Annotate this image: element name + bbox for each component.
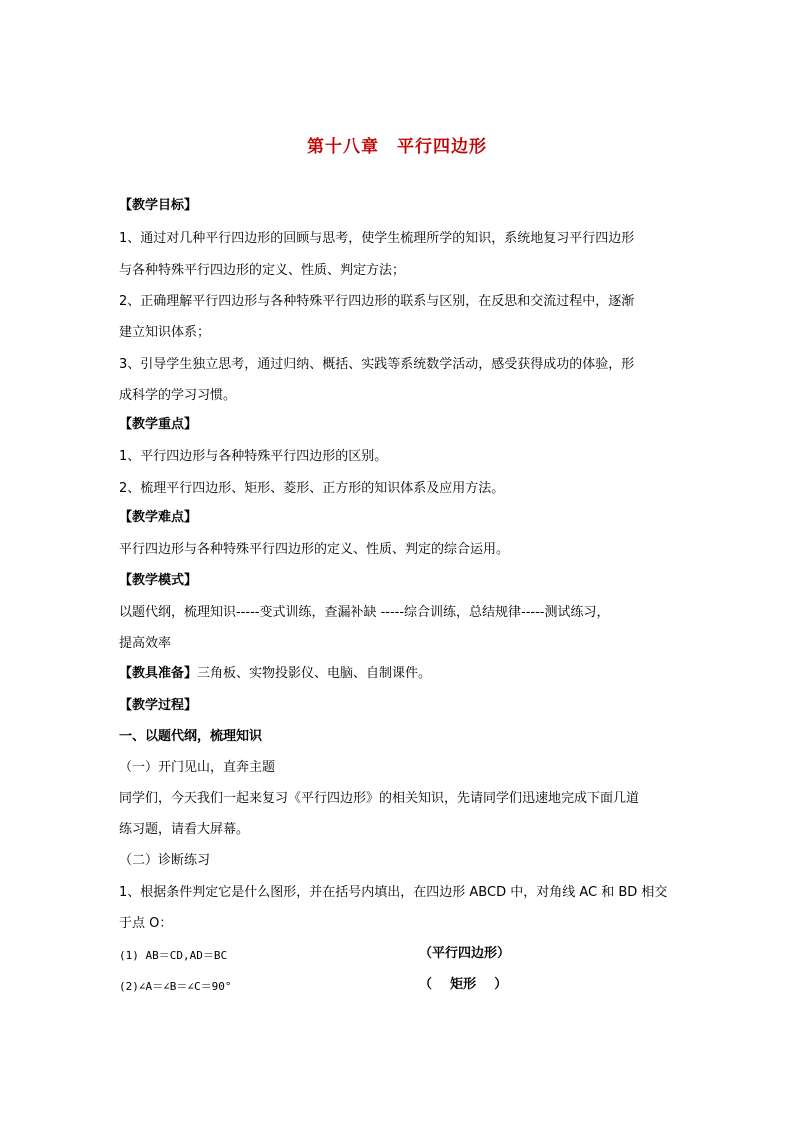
tools-heading: 【教具准备】: [119, 666, 198, 681]
mode-heading: 【教学模式】: [119, 573, 198, 588]
answer-text: （ 矩形 ）: [419, 977, 508, 992]
objective-line: 成科学的学习习惯。: [119, 388, 237, 403]
objective-line: 3、引导学生独立思考，通过归纳、概括、实践等系统数学活动，感受获得成功的体验，形: [119, 357, 635, 372]
objectives-heading: 【教学目标】: [119, 198, 198, 213]
key-point-line: 2、梳理平行四边形、矩形、菱形、正方形的知识体系及应用方法。: [119, 481, 505, 496]
difficulty-heading: 【教学难点】: [119, 510, 198, 525]
intro-line: 同学们，今天我们一起来复习《平行四边形》的相关知识，先请同学们迅速地完成下面几道: [119, 791, 640, 806]
difficulty-text: 平行四边形与各种特殊平行四边形的定义、性质、判定的综合运用。: [119, 542, 510, 557]
question-line: 于点 O：: [119, 916, 173, 931]
objective-line: 与各种特殊平行四边形的定义、性质、判定方法；: [119, 263, 406, 278]
tools-line: [119, 665, 679, 683]
objective-line: 建立知识体系；: [119, 325, 211, 340]
intro-line: 练习题，请看大屏幕。: [119, 822, 250, 837]
answer-text: （平行四边形）: [419, 946, 511, 961]
subsection-heading: （一）开门见山，直奔主题: [119, 760, 276, 775]
part1-heading: 一、以题代纲，梳理知识: [119, 729, 263, 744]
key-point-line: 1、平行四边形与各种特殊平行四边形的区别。: [119, 449, 388, 464]
process-heading: 【教学过程】: [119, 698, 198, 713]
mode-line: 提高效率: [119, 636, 172, 651]
tools-text: 三角板、实物投影仪、电脑、自制课件。: [197, 666, 432, 681]
condition-text: (1) AB＝CD,AD＝BC: [119, 949, 228, 962]
question-line: 1、根据条件判定它是什么图形，并在括号内填出，在四边形 ABCD 中，对角线 AC 和 BD 相交: [119, 885, 668, 900]
mode-line: 以题代纲，梳理知识-----变式训练，查漏补缺 -----综合训练，总结规律-----测试练习，: [119, 605, 610, 620]
objective-line: 2、正确理解平行四边形与各种特殊平行四边形的联系与区别，在反思和交流过程中，逐渐: [119, 294, 635, 309]
key-points-heading: 【教学重点】: [119, 417, 198, 432]
condition-text: (2)∠A＝∠B＝∠C＝90°: [119, 980, 232, 993]
subsection-heading: （二）诊断练习: [119, 853, 211, 868]
objective-line: 1、通过对几种平行四边形的回顾与思考，使学生梳理所学的知识，系统地复习平行四边形: [119, 231, 635, 246]
chapter-title: 第十八章 平行四边形: [307, 137, 487, 157]
